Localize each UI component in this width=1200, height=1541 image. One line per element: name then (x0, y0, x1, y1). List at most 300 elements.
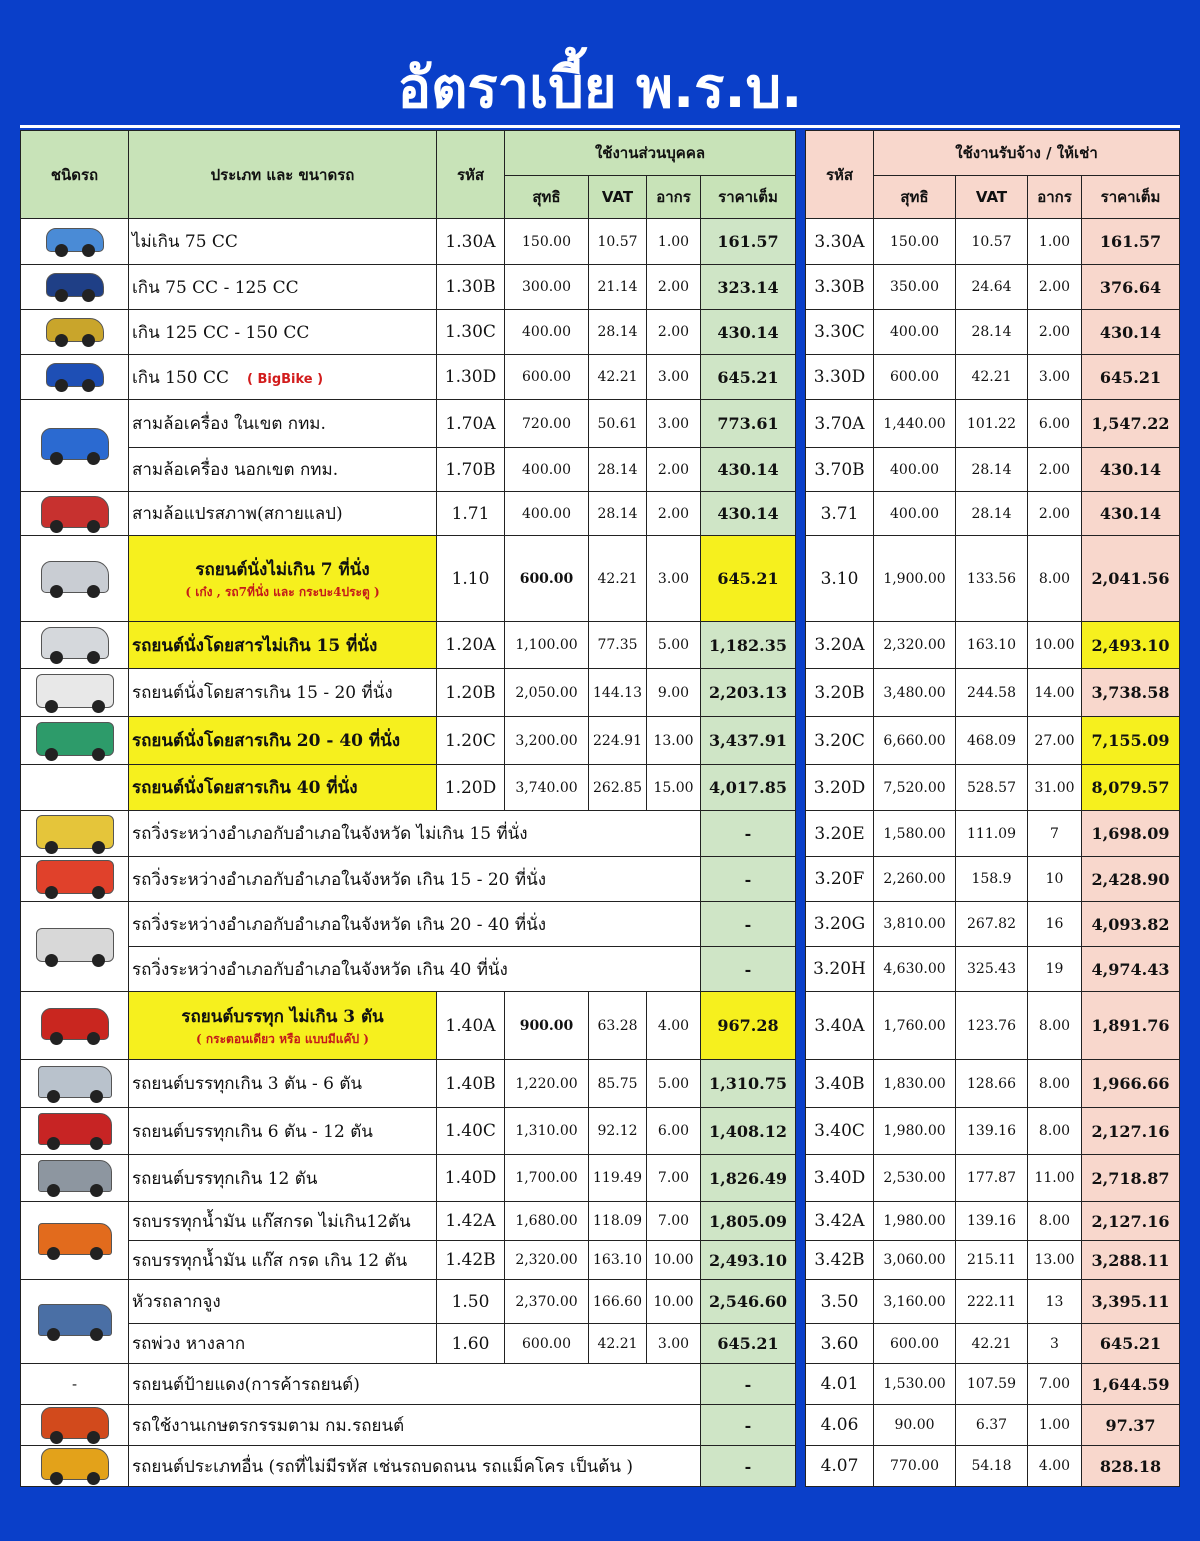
commercial-stamp: 2.00 (1028, 265, 1082, 310)
commercial-code: 4.06 (806, 1405, 874, 1446)
commercial-full-price: 1,547.22 (1082, 400, 1180, 448)
commercial-net: 7,520.00 (874, 765, 956, 811)
vehicle-type-desc (129, 811, 701, 857)
commercial-code: 3.20D (806, 765, 874, 811)
personal-full-price: 1,408.12 (701, 1108, 796, 1155)
commercial-vat: 28.14 (956, 310, 1028, 355)
col-vat: VAT (589, 176, 647, 219)
personal-stamp: 7.00 (647, 1155, 701, 1202)
table-row (806, 947, 1180, 992)
vehicle-moto-icon (46, 273, 104, 297)
desc-text: รถวิ่งระหว่างอำเภอกับอำเภอในจังหวัด เกิน 15 - 20 ที่นั่ง (132, 869, 547, 890)
desc-text: สามล้อเครื่อง ในเขต กทม. (132, 414, 326, 434)
vehicle-type-desc (129, 1446, 701, 1487)
desc-text: รถใช้งานเกษตรกรรมตาม กม.รถยนต์ (132, 1415, 405, 1436)
commercial-code: 4.01 (806, 1364, 874, 1405)
personal-net: 1,700.00 (505, 1155, 589, 1202)
personal-full-price: 773.61 (701, 400, 796, 448)
vehicle-bus-icon (36, 928, 114, 962)
vehicle-type-desc (129, 265, 437, 310)
personal-full-price: - (701, 1446, 796, 1487)
personal-full-price: 323.14 (701, 265, 796, 310)
commercial-code: 3.42B (806, 1241, 874, 1280)
personal-rates-table (20, 130, 796, 1487)
commercial-net: 3,480.00 (874, 669, 956, 717)
table-row (21, 992, 796, 1060)
commercial-full-price: 8,079.57 (1082, 765, 1180, 811)
personal-stamp: 2.00 (647, 492, 701, 536)
table-row (21, 492, 796, 536)
commercial-stamp: 19 (1028, 947, 1082, 992)
vehicle-type-desc (129, 355, 437, 400)
desc-text: รถพ่วง หางลาก (132, 1334, 246, 1354)
desc-note: ( กระตอนเดียว หรือ แบบมีแค๊ป ) (196, 1031, 369, 1046)
commercial-net: 3,810.00 (874, 902, 956, 947)
personal-net: 600.00 (505, 1324, 589, 1364)
personal-stamp: 3.00 (647, 1324, 701, 1364)
commercial-vat: 267.82 (956, 902, 1028, 947)
col-commercial: ใช้งานรับจ้าง / ให้เช่า (874, 131, 1180, 176)
personal-code: 1.20C (437, 717, 505, 765)
personal-code: 1.20B (437, 669, 505, 717)
commercial-net: 2,260.00 (874, 857, 956, 902)
commercial-stamp: 11.00 (1028, 1155, 1082, 1202)
commercial-vat: 325.43 (956, 947, 1028, 992)
table-row (21, 622, 796, 669)
personal-full-price: 1,310.75 (701, 1060, 796, 1108)
commercial-net: 770.00 (874, 1446, 956, 1487)
commercial-vat: 133.56 (956, 536, 1028, 622)
table-row (21, 400, 796, 448)
table-row (806, 265, 1180, 310)
table-row (21, 811, 796, 857)
vehicle-tractor-icon (41, 1448, 109, 1480)
vehicle-type-desc (129, 765, 437, 811)
table-row (21, 1324, 796, 1364)
personal-net: 600.00 (505, 536, 589, 622)
desc-text: สามล้อแปรสภาพ(สกายแลป) (132, 504, 343, 524)
table-row (806, 355, 1180, 400)
table-row (806, 1280, 1180, 1324)
desc-text: รถบรรทุกน้ำมัน แก๊สกรด ไม่เกิน12ตัน (132, 1211, 411, 1232)
commercial-code: 3.10 (806, 536, 874, 622)
table-row (806, 492, 1180, 536)
vehicle-type-desc (129, 1364, 701, 1405)
desc-text: รถยนต์นั่งโดยสารเกิน 20 - 40 ที่นั่ง (132, 731, 401, 751)
personal-full-price: 2,203.13 (701, 669, 796, 717)
desc-text: รถยนต์นั่งโดยสารเกิน 40 ที่นั่ง (132, 778, 358, 798)
commercial-code: 3.70A (806, 400, 874, 448)
personal-full-price: - (701, 947, 796, 992)
desc-text: รถยนต์ป้ายแดง(การค้ารถยนต์) (132, 1374, 360, 1395)
desc-text: หัวรถลากจูง (132, 1292, 221, 1312)
personal-vat: 28.14 (589, 310, 647, 355)
commercial-stamp: 7 (1028, 811, 1082, 857)
commercial-vat: 107.59 (956, 1364, 1028, 1405)
personal-net: 1,100.00 (505, 622, 589, 669)
commercial-stamp: 2.00 (1028, 492, 1082, 536)
personal-full-price: 967.28 (701, 992, 796, 1060)
commercial-net: 600.00 (874, 355, 956, 400)
commercial-vat: 111.09 (956, 811, 1028, 857)
table-row (21, 717, 796, 765)
commercial-full-price: 828.18 (1082, 1446, 1180, 1487)
commercial-stamp: 4.00 (1028, 1446, 1082, 1487)
commercial-full-price: 645.21 (1082, 1324, 1180, 1364)
table-row (806, 400, 1180, 448)
personal-code: 1.30A (437, 219, 505, 265)
commercial-stamp: 6.00 (1028, 400, 1082, 448)
personal-code: 1.20A (437, 622, 505, 669)
vehicle-image (21, 1202, 129, 1280)
col-vat-r: VAT (956, 176, 1028, 219)
col-full: ราคาเต็ม (701, 176, 796, 219)
table-row (806, 310, 1180, 355)
commercial-full-price: 161.57 (1082, 219, 1180, 265)
personal-vat: 50.61 (589, 400, 647, 448)
commercial-code: 3.20H (806, 947, 874, 992)
vehicle-image (21, 536, 129, 622)
commercial-full-price: 430.14 (1082, 492, 1180, 536)
desc-text: สามล้อเครื่อง นอกเขต กทม. (132, 460, 339, 480)
personal-net: 3,740.00 (505, 765, 589, 811)
vehicle-image (21, 902, 129, 992)
personal-code: 1.20D (437, 765, 505, 811)
commercial-code: 3.20G (806, 902, 874, 947)
commercial-net: 400.00 (874, 310, 956, 355)
personal-full-price: 430.14 (701, 492, 796, 536)
commercial-stamp: 7.00 (1028, 1364, 1082, 1405)
commercial-full-price: 4,974.43 (1082, 947, 1180, 992)
vehicle-moto-icon (46, 228, 104, 252)
desc-text: รถวิ่งระหว่างอำเภอกับอำเภอในจังหวัด ไม่เกิน 15 ที่นั่ง (132, 824, 528, 844)
commercial-full-price: 2,428.90 (1082, 857, 1180, 902)
table-row (806, 622, 1180, 669)
desc-text: รถวิ่งระหว่างอำเภอกับอำเภอในจังหวัด เกิน 20 - 40 ที่นั่ง (132, 914, 547, 935)
desc-text: รถยนต์บรรทุก ไม่เกิน 3 ตัน (181, 1006, 384, 1027)
personal-code: 1.40B (437, 1060, 505, 1108)
personal-vat: 262.85 (589, 765, 647, 811)
personal-full-price: - (701, 811, 796, 857)
table-row (21, 219, 796, 265)
commercial-vat: 222.11 (956, 1280, 1028, 1324)
commercial-net: 6,660.00 (874, 717, 956, 765)
commercial-code: 3.40C (806, 1108, 874, 1155)
commercial-vat: 528.57 (956, 765, 1028, 811)
commercial-stamp: 16 (1028, 902, 1082, 947)
personal-net: 2,050.00 (505, 669, 589, 717)
commercial-net: 350.00 (874, 265, 956, 310)
vehicle-dash: - (71, 1375, 78, 1393)
table-row (806, 1241, 1180, 1280)
vehicle-type-desc (129, 219, 437, 265)
commercial-stamp: 10.00 (1028, 622, 1082, 669)
personal-net: 400.00 (505, 310, 589, 355)
commercial-vat: 6.37 (956, 1405, 1028, 1446)
personal-stamp: 15.00 (647, 765, 701, 811)
desc-text: รถยนต์นั่งโดยสารไม่เกิน 15 ที่นั่ง (132, 635, 378, 656)
commercial-stamp: 31.00 (1028, 765, 1082, 811)
table-row (806, 992, 1180, 1060)
personal-net: 1,680.00 (505, 1202, 589, 1241)
personal-stamp: 5.00 (647, 1060, 701, 1108)
personal-stamp: 10.00 (647, 1241, 701, 1280)
commercial-full-price: 430.14 (1082, 448, 1180, 492)
personal-code: 1.71 (437, 492, 505, 536)
personal-stamp: 3.00 (647, 400, 701, 448)
vehicle-type-desc (129, 1405, 701, 1446)
commercial-vat: 244.58 (956, 669, 1028, 717)
personal-stamp: 13.00 (647, 717, 701, 765)
vehicle-bus-icon (36, 860, 114, 894)
personal-vat: 85.75 (589, 1060, 647, 1108)
table-row (806, 1060, 1180, 1108)
col-full-r: ราคาเต็ม (1082, 176, 1180, 219)
vehicle-image (21, 1155, 129, 1202)
vehicle-truck-icon (38, 1304, 112, 1336)
col-vehicle: ชนิดรถ (21, 131, 129, 219)
commercial-net: 3,060.00 (874, 1241, 956, 1280)
personal-vat: 63.28 (589, 992, 647, 1060)
desc-text: ไม่เกิน 75 CC (132, 232, 238, 252)
table-row (21, 448, 796, 492)
commercial-rates-table (805, 130, 1180, 1487)
commercial-full-price: 3,738.58 (1082, 669, 1180, 717)
personal-code: 1.42B (437, 1241, 505, 1280)
commercial-vat: 215.11 (956, 1241, 1028, 1280)
col-stamp: อากร (647, 176, 701, 219)
commercial-stamp: 13.00 (1028, 1241, 1082, 1280)
personal-stamp: 3.00 (647, 355, 701, 400)
personal-full-price: 2,493.10 (701, 1241, 796, 1280)
personal-full-price: 430.14 (701, 310, 796, 355)
commercial-net: 1,980.00 (874, 1202, 956, 1241)
personal-net: 400.00 (505, 492, 589, 536)
vehicle-van-icon (41, 627, 109, 659)
commercial-full-price: 97.37 (1082, 1405, 1180, 1446)
commercial-full-price: 1,891.76 (1082, 992, 1180, 1060)
commercial-full-price: 7,155.09 (1082, 717, 1180, 765)
vehicle-type-desc (129, 992, 437, 1060)
vehicle-type-desc (129, 1060, 437, 1108)
commercial-stamp: 8.00 (1028, 536, 1082, 622)
vehicle-image (21, 1405, 129, 1446)
vehicle-image (21, 765, 129, 811)
table-row (21, 1202, 796, 1241)
commercial-vat: 163.10 (956, 622, 1028, 669)
personal-stamp: 4.00 (647, 992, 701, 1060)
commercial-net: 1,900.00 (874, 536, 956, 622)
personal-vat: 21.14 (589, 265, 647, 310)
personal-full-price: 1,182.35 (701, 622, 796, 669)
commercial-full-price: 430.14 (1082, 310, 1180, 355)
personal-stamp: 2.00 (647, 310, 701, 355)
commercial-vat: 139.16 (956, 1108, 1028, 1155)
vehicle-moto-icon (46, 318, 104, 342)
commercial-full-price: 1,644.59 (1082, 1364, 1180, 1405)
desc-text: เกิน 150 CC (132, 367, 229, 388)
commercial-stamp: 10 (1028, 857, 1082, 902)
personal-stamp: 1.00 (647, 219, 701, 265)
commercial-net: 1,440.00 (874, 400, 956, 448)
vehicle-image (21, 265, 129, 310)
table-row (21, 1241, 796, 1280)
personal-net: 1,310.00 (505, 1108, 589, 1155)
commercial-stamp: 1.00 (1028, 219, 1082, 265)
personal-net: 1,220.00 (505, 1060, 589, 1108)
table-row (806, 902, 1180, 947)
personal-net: 300.00 (505, 265, 589, 310)
vehicle-image (21, 1060, 129, 1108)
commercial-code: 3.40D (806, 1155, 874, 1202)
personal-code: 1.50 (437, 1280, 505, 1324)
commercial-full-price: 4,093.82 (1082, 902, 1180, 947)
table-row (21, 265, 796, 310)
personal-code: 1.30D (437, 355, 505, 400)
personal-stamp: 7.00 (647, 1202, 701, 1241)
personal-net: 2,320.00 (505, 1241, 589, 1280)
table-row (806, 219, 1180, 265)
vehicle-type-desc (129, 1324, 437, 1364)
personal-code: 1.60 (437, 1324, 505, 1364)
personal-stamp: 5.00 (647, 622, 701, 669)
personal-code: 1.10 (437, 536, 505, 622)
table-row (806, 1405, 1180, 1446)
desc-text: รถยนต์บรรทุกเกิน 6 ตัน - 12 ตัน (132, 1121, 373, 1142)
table-row (806, 811, 1180, 857)
commercial-code: 3.30A (806, 219, 874, 265)
personal-vat: 28.14 (589, 492, 647, 536)
desc-text: รถยนต์ประเภทอื่น (รถที่ไม่มีรหัส เช่นรถบดถนน รถแม็คโคร เป็นต้น ) (132, 1456, 633, 1477)
commercial-vat: 10.57 (956, 219, 1028, 265)
commercial-stamp: 2.00 (1028, 310, 1082, 355)
commercial-code: 3.20C (806, 717, 874, 765)
personal-net: 2,370.00 (505, 1280, 589, 1324)
commercial-vat: 158.9 (956, 857, 1028, 902)
commercial-full-price: 2,041.56 (1082, 536, 1180, 622)
commercial-net: 1,760.00 (874, 992, 956, 1060)
vehicle-type-desc (129, 669, 437, 717)
commercial-vat: 128.66 (956, 1060, 1028, 1108)
commercial-stamp: 1.00 (1028, 1405, 1082, 1446)
vehicle-truck-icon (38, 1160, 112, 1192)
personal-vat: 163.10 (589, 1241, 647, 1280)
commercial-net: 2,530.00 (874, 1155, 956, 1202)
commercial-vat: 28.14 (956, 448, 1028, 492)
commercial-stamp: 13 (1028, 1280, 1082, 1324)
desc-text: รถยนต์บรรทุกเกิน 3 ตัน - 6 ตัน (132, 1074, 363, 1094)
personal-full-price: 2,546.60 (701, 1280, 796, 1324)
personal-net: 3,200.00 (505, 717, 589, 765)
commercial-stamp: 8.00 (1028, 1202, 1082, 1241)
personal-stamp: 3.00 (647, 536, 701, 622)
personal-net: 900.00 (505, 992, 589, 1060)
commercial-code: 3.30C (806, 310, 874, 355)
commercial-code: 3.40A (806, 992, 874, 1060)
table-row (806, 1446, 1180, 1487)
personal-full-price: - (701, 1364, 796, 1405)
desc-text: รถวิ่งระหว่างอำเภอกับอำเภอในจังหวัด เกิน 40 ที่นั่ง (132, 959, 508, 980)
commercial-net: 1,980.00 (874, 1108, 956, 1155)
personal-vat: 144.13 (589, 669, 647, 717)
personal-vat: 42.21 (589, 1324, 647, 1364)
commercial-full-price: 2,718.87 (1082, 1155, 1180, 1202)
commercial-vat: 177.87 (956, 1155, 1028, 1202)
vehicle-image (21, 857, 129, 902)
personal-full-price: 161.57 (701, 219, 796, 265)
personal-net: 150.00 (505, 219, 589, 265)
commercial-code: 3.20A (806, 622, 874, 669)
vehicle-image (21, 219, 129, 265)
desc-text: รถยนต์นั่งไม่เกิน 7 ที่นั่ง (195, 559, 370, 580)
table-row (21, 1280, 796, 1324)
commercial-code: 3.42A (806, 1202, 874, 1241)
table-row (806, 1108, 1180, 1155)
personal-full-price: - (701, 902, 796, 947)
desc-text: รถบรรทุกน้ำมัน แก๊ส กรด เกิน 12 ตัน (132, 1250, 408, 1271)
commercial-net: 2,320.00 (874, 622, 956, 669)
table-row (806, 857, 1180, 902)
commercial-code: 3.60 (806, 1324, 874, 1364)
personal-code: 1.42A (437, 1202, 505, 1241)
personal-vat: 42.21 (589, 355, 647, 400)
commercial-vat: 28.14 (956, 492, 1028, 536)
table-row (21, 1060, 796, 1108)
personal-full-price: 645.21 (701, 1324, 796, 1364)
col-code: รหัส (437, 131, 505, 219)
commercial-code: 3.40B (806, 1060, 874, 1108)
vehicle-type-desc (129, 622, 437, 669)
col-code-r: รหัส (806, 131, 874, 219)
commercial-net: 3,160.00 (874, 1280, 956, 1324)
personal-vat: 118.09 (589, 1202, 647, 1241)
vehicle-image (21, 717, 129, 765)
personal-vat: 28.14 (589, 448, 647, 492)
vehicle-type-desc (129, 1202, 437, 1241)
commercial-full-price: 2,493.10 (1082, 622, 1180, 669)
vehicle-image (21, 622, 129, 669)
personal-vat: 42.21 (589, 536, 647, 622)
vehicle-bus-icon (36, 722, 114, 756)
vehicle-tuk-icon (41, 428, 109, 460)
commercial-net: 4,630.00 (874, 947, 956, 992)
personal-full-price: - (701, 1405, 796, 1446)
vehicle-type-desc (129, 1108, 437, 1155)
vehicle-image (21, 492, 129, 536)
personal-code: 1.40C (437, 1108, 505, 1155)
commercial-stamp: 8.00 (1028, 992, 1082, 1060)
table-row (806, 448, 1180, 492)
personal-full-price: - (701, 857, 796, 902)
table-row (806, 536, 1180, 622)
commercial-code: 3.20B (806, 669, 874, 717)
commercial-net: 400.00 (874, 492, 956, 536)
desc-note: ( BigBike ) (247, 371, 324, 387)
vehicle-type-desc (129, 1280, 437, 1324)
personal-stamp: 2.00 (647, 265, 701, 310)
vehicle-type-desc (129, 1155, 437, 1202)
commercial-stamp: 2.00 (1028, 448, 1082, 492)
table-row (806, 1364, 1180, 1405)
personal-stamp: 10.00 (647, 1280, 701, 1324)
personal-code: 1.70B (437, 448, 505, 492)
vehicle-image (21, 355, 129, 400)
vehicle-car-icon (41, 561, 109, 593)
personal-code: 1.30C (437, 310, 505, 355)
personal-net: 720.00 (505, 400, 589, 448)
table-row (806, 765, 1180, 811)
vehicle-type-desc (129, 857, 701, 902)
